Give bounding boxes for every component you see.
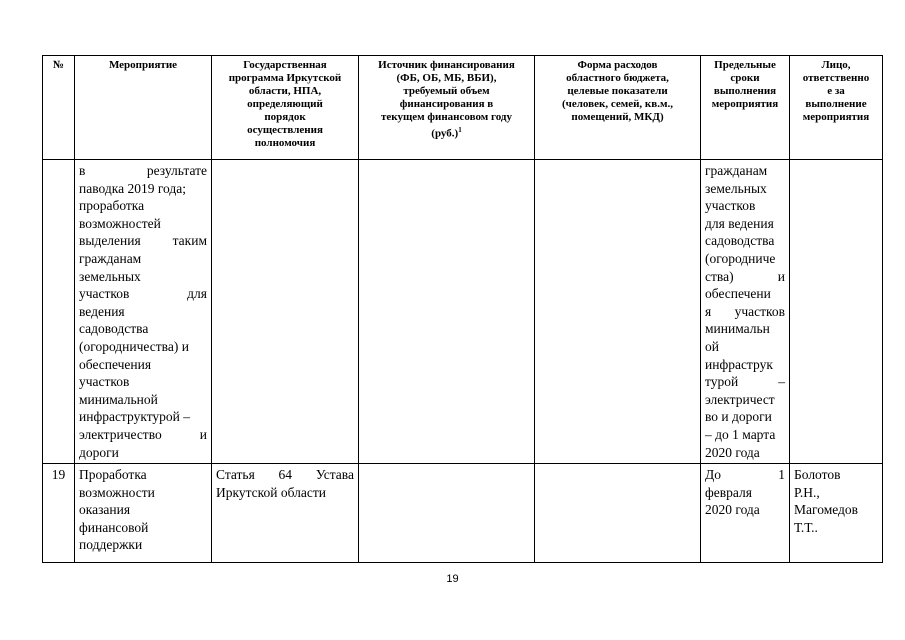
table-row <box>43 160 883 464</box>
header-expense-form: Форма расходов областного бюджета, целевые показатели (человек, семей, кв.м., помещений, МКД) <box>535 56 701 160</box>
header-funding-source: Источник финансирования (ФБ, ОБ, МБ, ВБИ), требуемый объем финансирования в текущем финансовом году $(руб.)^1$ <box>359 56 535 160</box>
header-number: № <box>43 56 75 160</box>
table-row <box>43 464 883 563</box>
cell-funding-source <box>359 160 535 464</box>
cell-deadline: До 1 февраля 2020 года <box>701 464 790 563</box>
cell-deadline: гражданам земельных участков для ведения садоводства (огородниче ства) и обеспечени я участков минимальн ой инфраструк турой – электричест во и дороги – до 1 марта 2020 года <box>701 160 790 464</box>
footnote-mark: 1 <box>458 126 462 134</box>
cell-program <box>212 160 359 464</box>
cell-responsible: Болотов Р.Н., Магомедов Т.Т.. <box>790 464 883 563</box>
cell-measure: в результате паводка 2019 года; проработка возможностей выделения таким гражданам земельных участков для ведения садоводства (огородничества) и обеспечения участков минимальной инфраструктурой – электричество и дороги <box>75 160 212 464</box>
header-responsible: Лицо, ответственно е за выполнение мероприятия <box>790 56 883 160</box>
cell-number <box>43 160 75 464</box>
cell-program: Статья 64 Устава Иркутской области <box>212 464 359 563</box>
header-measure: Мероприятие <box>75 56 212 160</box>
header-deadline: Предельные сроки выполнения мероприятия <box>701 56 790 160</box>
cell-measure: Проработка возможности оказания финансовой поддержки <box>75 464 212 563</box>
page-number: 19 <box>446 573 459 585</box>
table-header-row <box>43 56 883 160</box>
cell-number: 19 <box>43 464 75 563</box>
measures-table <box>42 55 883 563</box>
header-program: Государственная программа Иркутской области, НПА, определяющий порядок осуществления полномочия <box>212 56 359 160</box>
cell-responsible <box>790 160 883 464</box>
cell-funding-source <box>359 464 535 563</box>
cell-expense-form <box>535 160 701 464</box>
cell-expense-form <box>535 464 701 563</box>
